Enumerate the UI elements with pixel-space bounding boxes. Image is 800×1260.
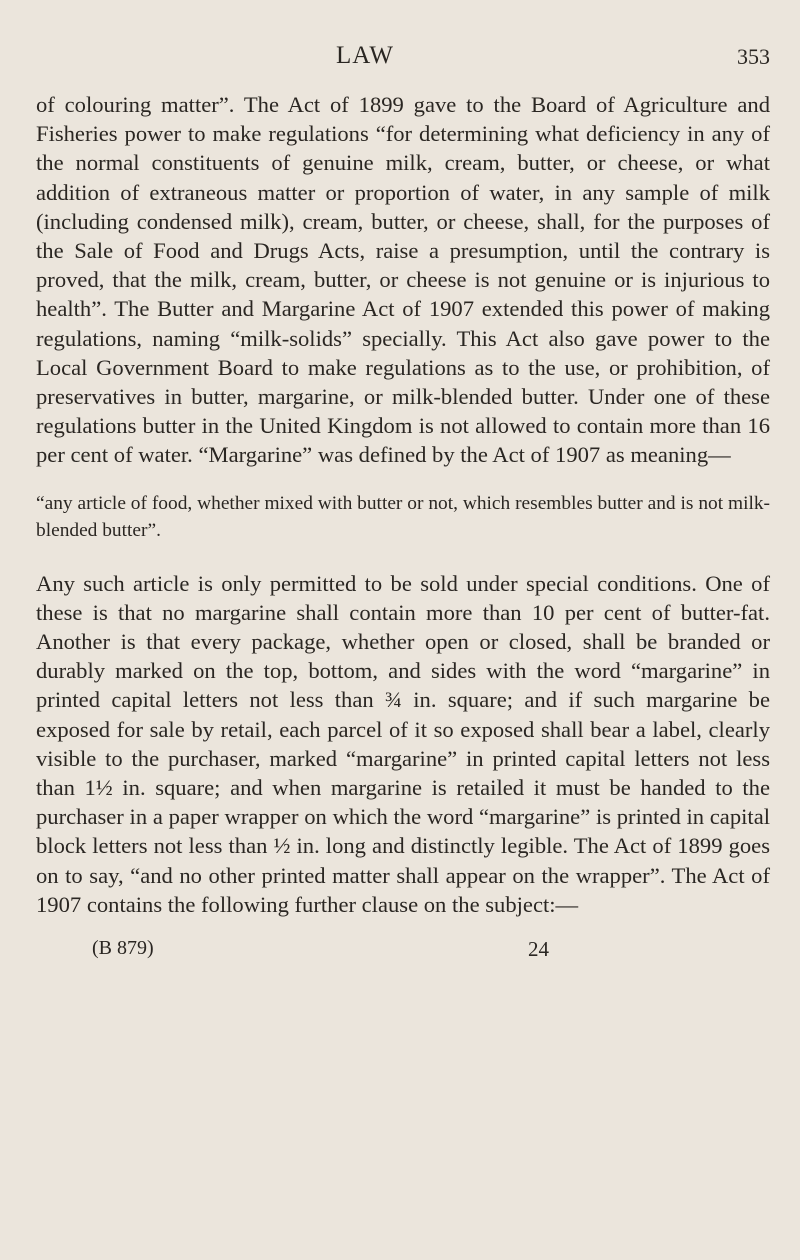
running-head-title: LAW [336,42,394,69]
sheet-number: 24 [528,937,549,962]
paragraph-board-of-agriculture: of colouring matter”. The Act of 1899 gave to the Board of Agriculture and Fisheries power to make regulations “for determining what deficiency in any of the normal constituents of genuine milk, cream, butter, or cheese, or what addition of extraneous matter or proportion of water, in any sample of milk (including condensed milk), cream, butter, or cheese, shall, for the purposes of the Sale of Food and Drugs Acts, raise a presumption, until the contrary is proved, that the milk, cream, butter, or cheese is not genuine or is injurious to health”. The Butter and Margarine Act of 1907 extended this power of making regulations, naming “milk-solids” specially. This Act also gave power to the Local Government Board to make regulations as to the use, or prohibition, of preservatives in butter, margarine, or milk-blended butter. Under one of these regulations butter in the United Kingdom is not allowed to contain more than 16 per cent of water. “Margarine” was defined by the Act of 1907 as meaning— [36,92,770,468]
running-head [36,42,770,90]
margarine-definition-quote: “any article of food, whether mixed with butter or not, which resembles butter and is not milk-blended butter”. [36,492,770,542]
page-number: 353 [737,44,770,69]
paragraph-margarine-conditions: Any such article is only permitted to be sold under special conditions. One of these is that no margarine shall contain more than 10 per cent of butter-fat. Another is that every package, whether open or closed, shall be branded or durably marked on the top, bottom, and sides with the word “margarine” in printed capital letters not less than ¾ in. square; and if such margarine be exposed for sale by retail, each parcel of it so exposed shall bear a label, clearly visible to the purchaser, marked “margarine” in printed capital letters not less than 1½ in. square; and when margarine is retailed it must be handed to the purchaser in a paper wrapper on which the word “margarine” is printed in capital block letters not less than ½ in. long and distinctly legible. The Act of 1899 goes on to say, “and no other printed matter shall appear on the wrapper”. The Act of 1907 contains the following further clause on the subject:— [36,570,770,917]
page-footer [36,937,770,967]
book-page [36,42,770,967]
printer-signature: (B 879) [92,937,154,960]
